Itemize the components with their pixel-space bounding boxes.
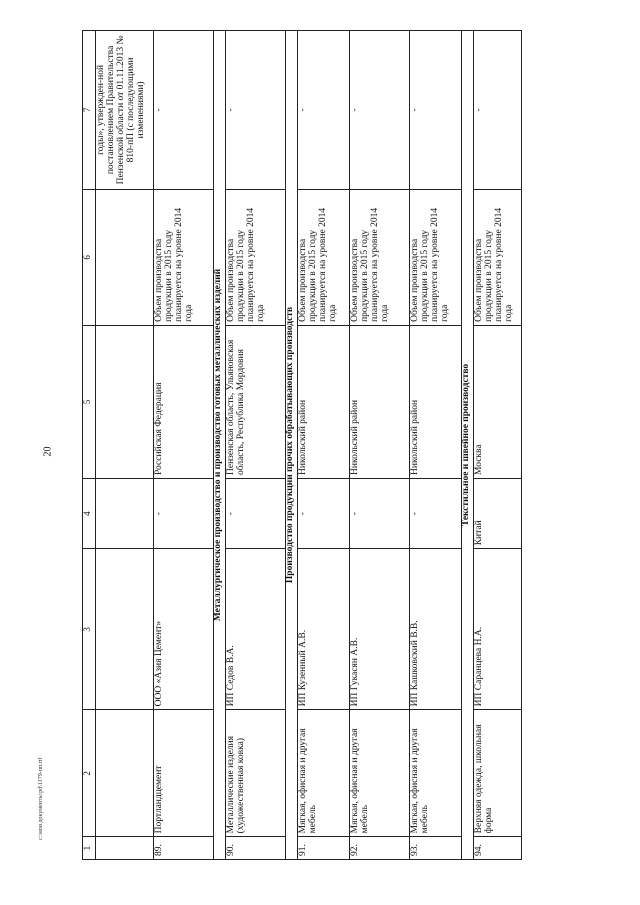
region-cell: Москва bbox=[474, 325, 522, 478]
table-row bbox=[350, 31, 410, 860]
product-cell: Верхняя одежда, школьная форма bbox=[474, 710, 522, 837]
country-cell: - bbox=[410, 479, 462, 549]
product-cell: Металлические изделия (художественная ковка) bbox=[226, 710, 286, 837]
program-cell: - bbox=[226, 31, 286, 190]
region-cell: Никольский район bbox=[350, 325, 410, 478]
empty-cell bbox=[96, 189, 154, 325]
program-cell: - bbox=[410, 31, 462, 190]
page-number: 20 bbox=[42, 446, 54, 457]
rotated-table-page bbox=[82, 30, 582, 860]
region-cell: Никольский район bbox=[410, 325, 462, 478]
volume-cell: Объем производства продукции в 2015 году планируется на уровне 2014 года bbox=[350, 189, 410, 325]
company-cell: ИП Саранцева Н.А. bbox=[474, 549, 522, 710]
section-row bbox=[286, 31, 298, 860]
header-cell: 6 bbox=[83, 189, 96, 325]
no-cell: 91. bbox=[298, 837, 350, 860]
header-cell: 4 bbox=[83, 479, 96, 549]
company-cell: ИП Гукасян А.В. bbox=[350, 549, 410, 710]
empty-cell bbox=[96, 549, 154, 710]
company-cell: ООО «Азия Цемент» bbox=[154, 549, 214, 710]
header-cell: 5 bbox=[83, 325, 96, 478]
continuation-row bbox=[96, 31, 154, 860]
volume-cell: Объем производства продукции в 2015 году планируется на уровне 2014 года bbox=[474, 189, 522, 325]
no-cell: 93. bbox=[410, 837, 462, 860]
no-cell: 89. bbox=[154, 837, 214, 860]
section-row bbox=[214, 31, 226, 860]
no-cell: 90. bbox=[226, 837, 286, 860]
region-cell: Российская Федерация bbox=[154, 325, 214, 478]
section-title: Текстильное и швейное производство bbox=[462, 31, 474, 860]
country-cell: - bbox=[298, 479, 350, 549]
header-cell: 7 bbox=[83, 31, 96, 190]
volume-cell: Объем производства продукции в 2015 году планируется на уровне 2014 года bbox=[226, 189, 286, 325]
empty-cell bbox=[96, 479, 154, 549]
program-cell: - bbox=[298, 31, 350, 190]
program-cell: - bbox=[474, 31, 522, 190]
empty-cell bbox=[96, 837, 154, 860]
product-cell: Мягкая, офисная и другая мебель bbox=[298, 710, 350, 837]
company-cell: ИП Кашковский В.В. bbox=[410, 549, 462, 710]
empty-cell bbox=[96, 325, 154, 478]
company-cell: ИП Седов В.А. bbox=[226, 549, 286, 710]
volume-cell: Объем производства продукции в 2015 году планируется на уровне 2014 года bbox=[298, 189, 350, 325]
data-table bbox=[82, 30, 522, 860]
header-cell: 3 bbox=[83, 549, 96, 710]
region-cell: Пензенская область, Ульяновская область, Республика Мордовия bbox=[226, 325, 286, 478]
header-cell: 2 bbox=[83, 710, 96, 837]
country-cell: - bbox=[154, 479, 214, 549]
footer-path: c:\мои документы\pd\1179-пп.rtf bbox=[38, 757, 44, 840]
no-cell: 92. bbox=[350, 837, 410, 860]
table-row bbox=[410, 31, 462, 860]
section-title: Металлургическое производство и производство готовых металлических изделий bbox=[214, 31, 226, 860]
table-row bbox=[474, 31, 522, 860]
country-cell: Китай bbox=[474, 479, 522, 549]
header-row bbox=[83, 31, 96, 860]
region-cell: Никольский район bbox=[298, 325, 350, 478]
section-title: Производство продукции прочих обрабатывающих производств bbox=[286, 31, 298, 860]
product-cell: Мягкая, офисная и другая мебель bbox=[350, 710, 410, 837]
program-cell: годы», утвержден-ной постановлением Правительства Пензенской области от 01.11.2013 № 810-пП (с последующими изменениями) bbox=[96, 31, 154, 190]
section-row bbox=[462, 31, 474, 860]
country-cell: - bbox=[226, 479, 286, 549]
table-row bbox=[298, 31, 350, 860]
product-cell: Портландцемент bbox=[154, 710, 214, 837]
program-cell: - bbox=[350, 31, 410, 190]
country-cell: - bbox=[350, 479, 410, 549]
volume-cell: Объем производства продукции в 2015 году планируется на уровне 2014 года bbox=[410, 189, 462, 325]
no-cell: 94. bbox=[474, 837, 522, 860]
empty-cell bbox=[96, 710, 154, 837]
table-row bbox=[226, 31, 286, 860]
header-cell: 1 bbox=[83, 837, 96, 860]
product-cell: Мягкая, офисная и другая мебель bbox=[410, 710, 462, 837]
table-row bbox=[154, 31, 214, 860]
program-cell: - bbox=[154, 31, 214, 190]
volume-cell: Объем производства продукции в 2015 году планируется на уровне 2014 года bbox=[154, 189, 214, 325]
company-cell: ИП Кузенный А.В. bbox=[298, 549, 350, 710]
